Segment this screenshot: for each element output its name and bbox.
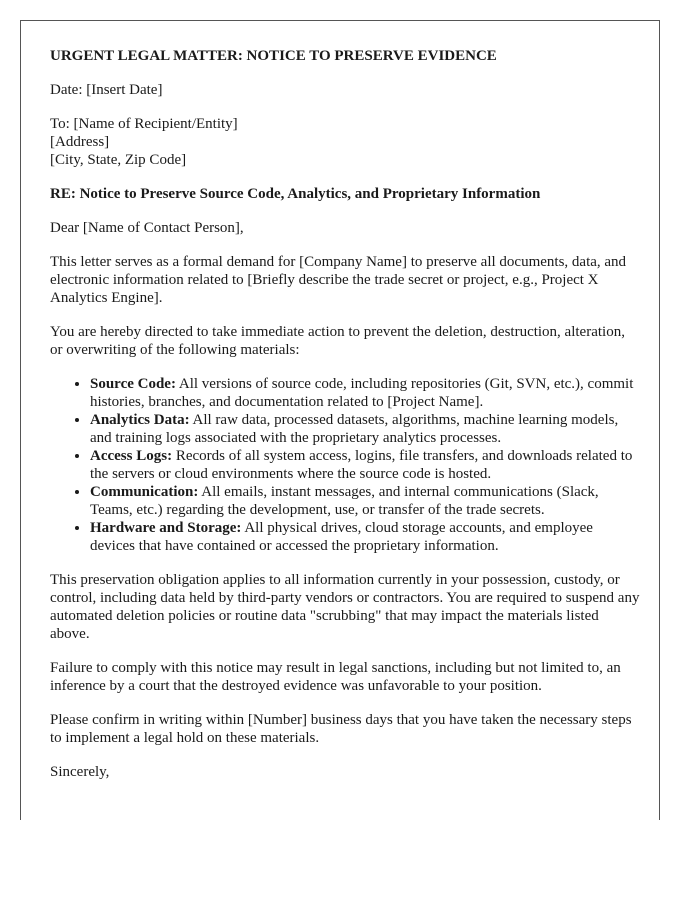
paragraph-confirmation: Please confirm in writing within [Number] business days that you have taken the necessary steps to implement a legal hold on these materials. (50, 712, 632, 746)
list-item-label: Communication: (90, 484, 199, 500)
list-item-text: All versions of source code, including repositories (Git, SVN, etc.), commit histories, branches, and documentation related to [Project Name]. (90, 376, 634, 410)
address-line-street: [Address] (50, 134, 110, 150)
paragraph-directive: You are hereby directed to take immediate action to prevent the deletion, destruction, alteration, or overwriting of the following materials: (50, 324, 625, 358)
list-item-text: All emails, instant messages, and internal communications (Slack, Teams, etc.) regarding the development, use, or transfer of the trade secrets. (90, 484, 599, 518)
list-item (90, 447, 640, 483)
paragraph-demand: This letter serves as a formal demand for [Company Name] to preserve all documents, data, and electronic information related to [Briefly describe the trade secret or project, e.g., Project X Analytics Engine]. (50, 254, 627, 306)
address-line-recipient: To: [Name of Recipient/Entity] (50, 116, 238, 132)
list-item-label: Analytics Data: (90, 412, 190, 428)
paragraph-sanctions: Failure to comply with this notice may result in legal sanctions, including but not limited to, an inference by a court that the destroyed evidence was unfavorable to your position. (50, 660, 621, 694)
letter-page (20, 20, 660, 820)
address-line-city: [City, State, Zip Code] (50, 152, 187, 168)
closing: Sincerely, (50, 764, 110, 780)
salutation: Dear [Name of Contact Person], (50, 220, 244, 236)
re-line: RE: Notice to Preserve Source Code, Analytics, and Proprietary Information (50, 186, 541, 202)
list-item-label: Access Logs: (90, 448, 173, 464)
list-item-text: All physical drives, cloud storage accounts, and employee devices that have contained or accessed the proprietary information. (90, 520, 593, 554)
list-item-label: Source Code: (90, 376, 176, 392)
list-item (90, 483, 640, 519)
recipient-address (50, 115, 640, 169)
letter-body (50, 47, 640, 797)
paragraph-obligation: This preservation obligation applies to all information currently in your possession, custody, or control, including data held by third-party vendors or contractors. You are required to suspend any automated deletion policies or routine data "scrubbing" that may impact the materials listed above. (50, 572, 640, 642)
list-item-text: All raw data, processed datasets, algorithms, machine learning models, and training logs associated with the proprietary analytics processes. (90, 412, 619, 446)
list-item (90, 411, 640, 447)
list-item-text: Records of all system access, logins, file transfers, and downloads related to the servers or cloud environments where the source code is hosted. (90, 448, 633, 482)
date-line: Date: [Insert Date] (50, 82, 163, 98)
list-item (90, 375, 640, 411)
materials-list (50, 375, 640, 555)
list-item-label: Hardware and Storage: (90, 520, 242, 536)
letter-title: URGENT LEGAL MATTER: NOTICE TO PRESERVE EVIDENCE (50, 48, 497, 64)
list-item (90, 519, 640, 555)
